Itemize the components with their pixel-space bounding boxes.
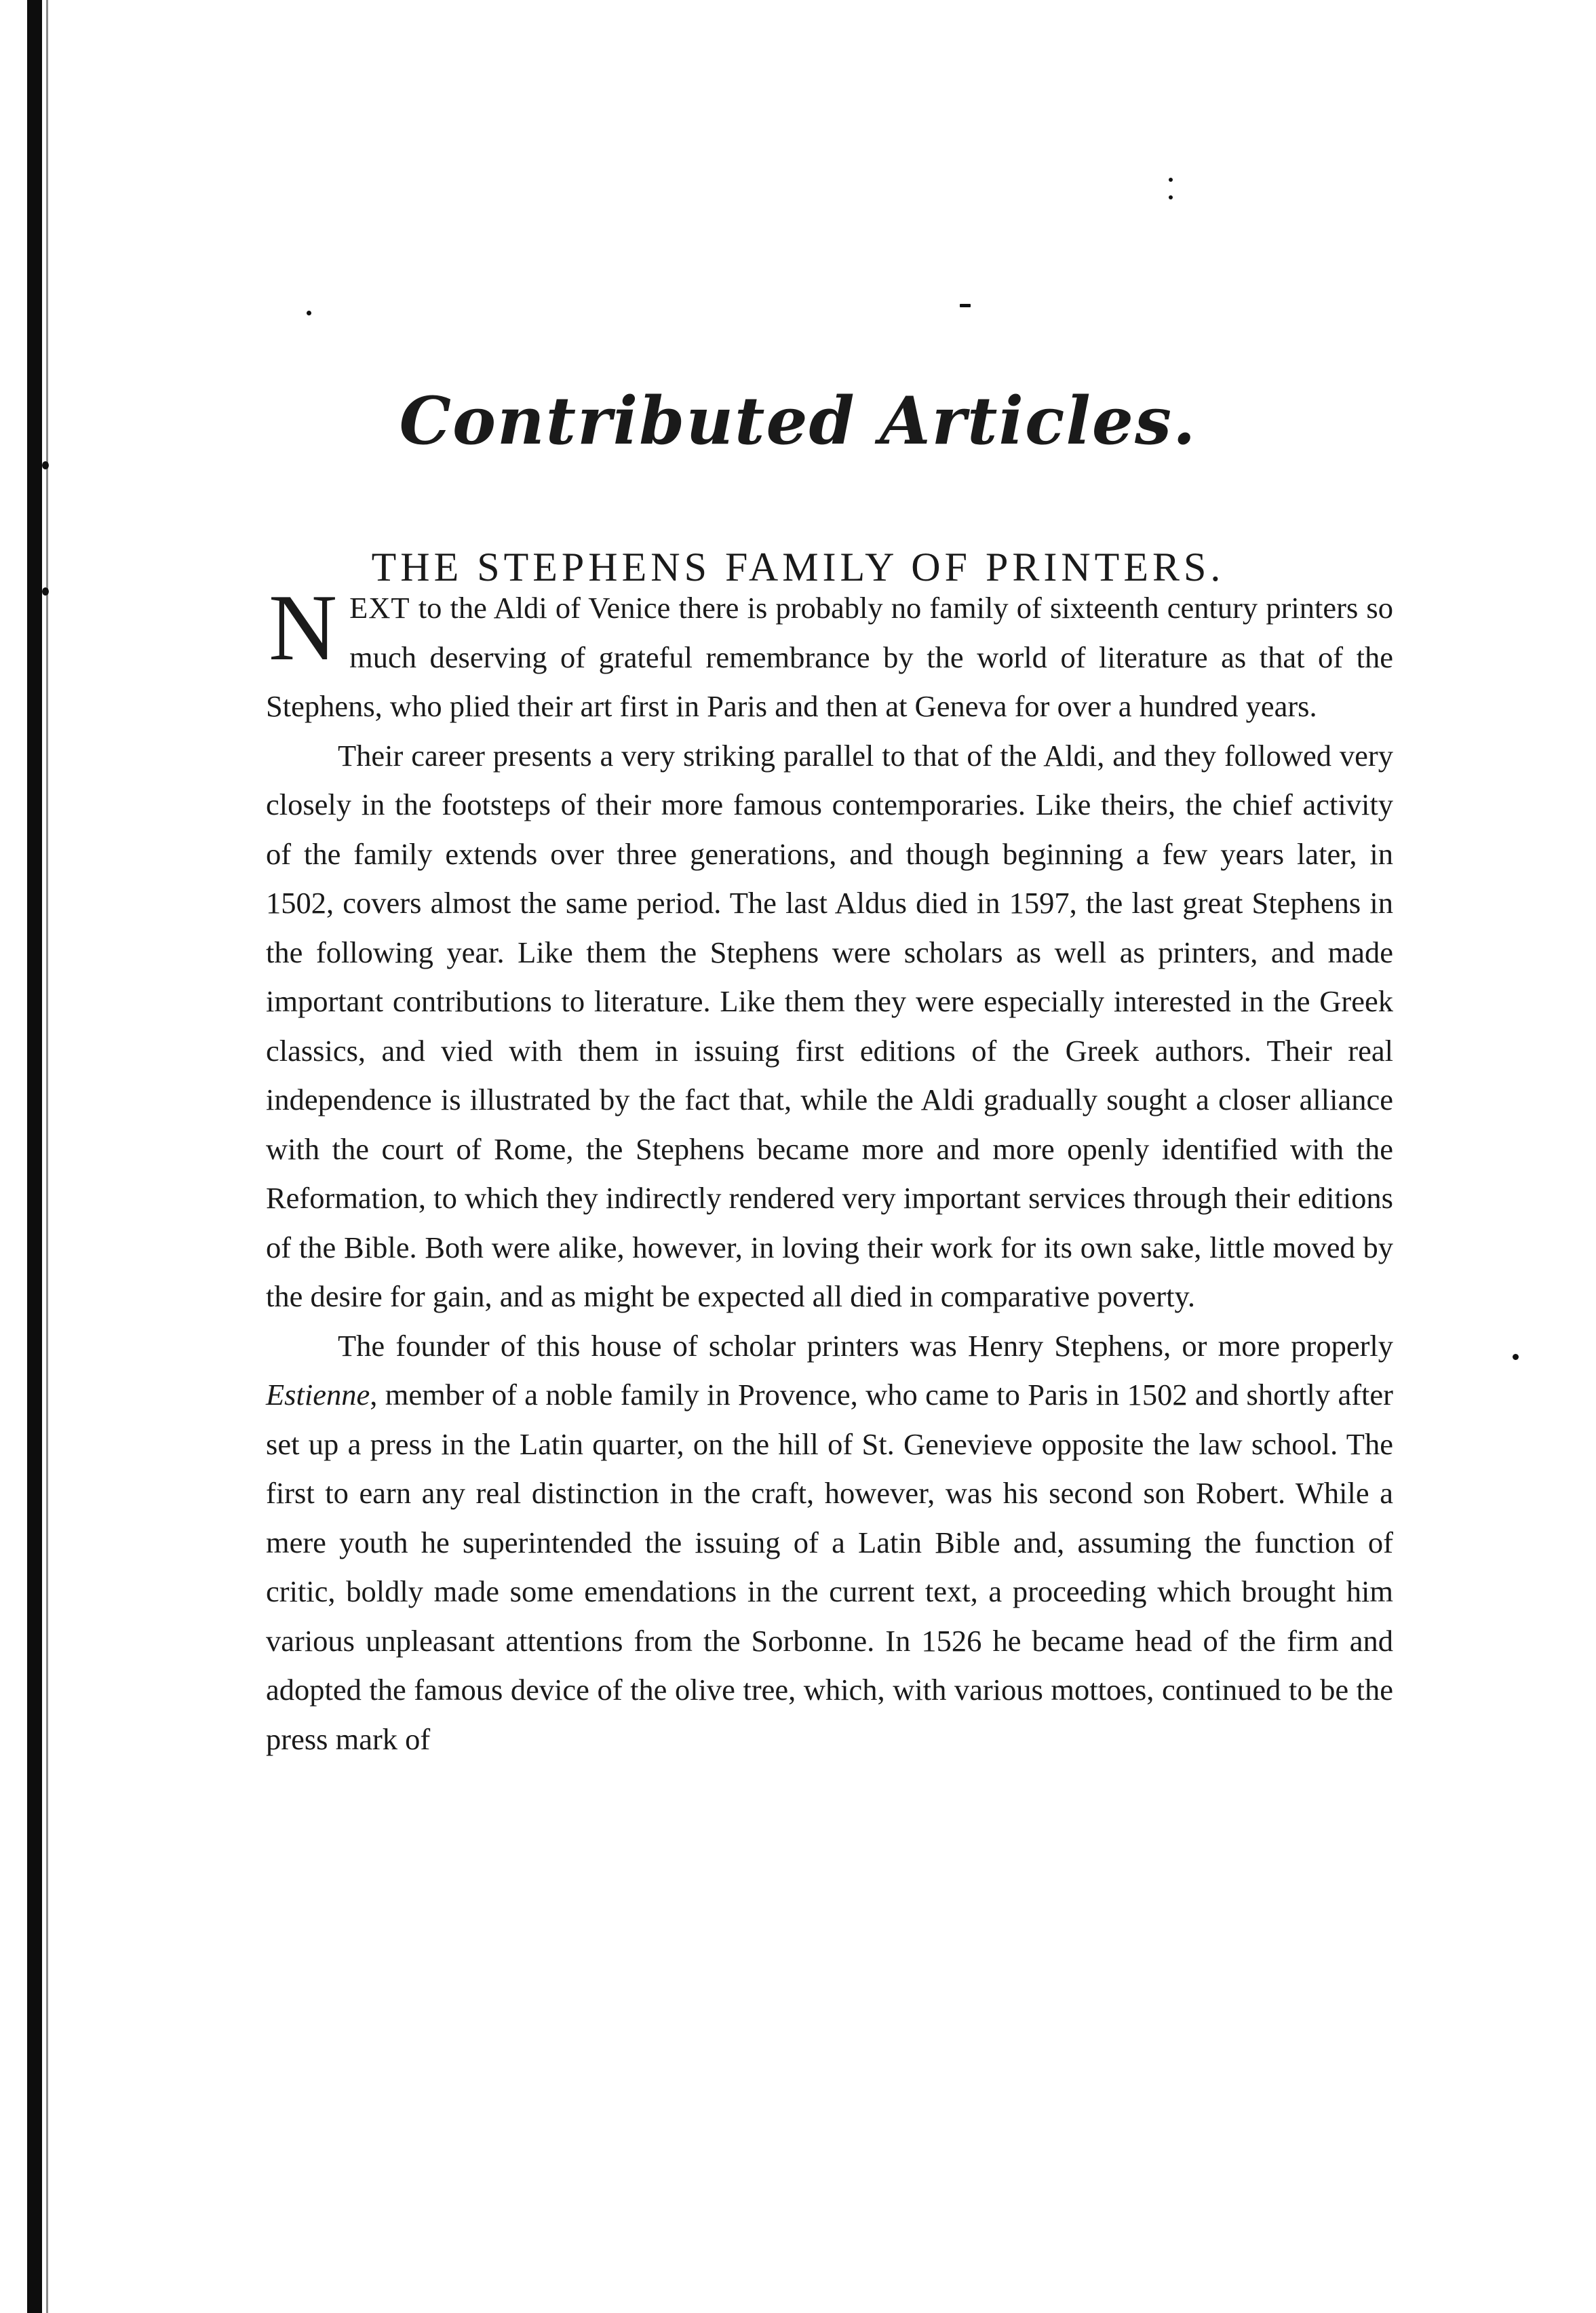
italic-name-estienne: Estienne: [266, 1378, 370, 1412]
ink-speck: [1513, 1354, 1519, 1360]
article-paragraph-1: [266, 575, 1393, 731]
article-paragraph-2: Their career presents a very striking parallel to that of the Aldi, and they followed very closely in the footsteps of their more famous contemporaries. Like theirs, the chief activity of the family extends over three generations, and though beginning a few years later, in 1502, covers almost the same period. The last Aldus died in 1597, the last great Stephens in the following year. Like them the Stephens were scholars as well as printers, and made important contributions to literature. Like them they were especially interested in the Greek classics, and vied with them in issuing first editions of the Greek authors. Their real independence is illustrated by the fact that, while the Aldi gradually sought a closer alliance with the court of Rome, the Stephens became more and more openly identified with the Reformation, to which they indirectly rendered very important services through their editions of the Bible. Both were alike, however, in loving their work for its own sake, little moved by the desire for gain, and as might be expected all died in comparative poverty.: [266, 738, 1393, 1313]
lead-word: EXT: [349, 591, 410, 625]
paragraph-3-text-after: , member of a noble family in Provence, who came to Paris in 1502 and shortly after set up a press in the Latin quarter, on the hill of St. Genevieve opposite the law school. The first to earn any real distinction in the craft, however, was his second son Robert. While a mere youth he superintended the issuing of a Latin Bible and, assuming the function of critic, boldly made some emendations in the current text, a proceeding which brought him various unpleasant attentions from the Sorbonne. In 1526 he became head of the firm and adopted the famous device of the olive tree, which, with various mottoes, continued to be the press mark of: [266, 1378, 1393, 1756]
ink-speck: [1169, 178, 1173, 182]
ink-speck: [42, 461, 49, 469]
ink-speck: [307, 311, 311, 315]
page-binding-shadow: [46, 0, 48, 2313]
article-title: THE STEPHENS FAMILY OF PRINTERS.: [371, 544, 1225, 589]
ink-speck: [1169, 195, 1173, 199]
paragraph-3-text-before: The founder of this house of scholar printers was Henry Stephens, or more properly: [338, 1328, 1393, 1363]
article-paragraph-3: [266, 1321, 1393, 1764]
page-binding-edge: [27, 0, 42, 2313]
paragraph-1-text: to the Aldi of Venice there is probably no family of sixteenth century printers so much deserving of grateful remembrance by the world of literature as that of the Stephens, who plied their art first in Paris and then at Geneva for over a hundred years.: [266, 591, 1393, 723]
ink-speck: [960, 304, 971, 307]
drop-cap: N: [269, 575, 338, 680]
section-heading: Contributed Articles.: [399, 383, 1197, 460]
article-body: [266, 575, 1393, 1764]
